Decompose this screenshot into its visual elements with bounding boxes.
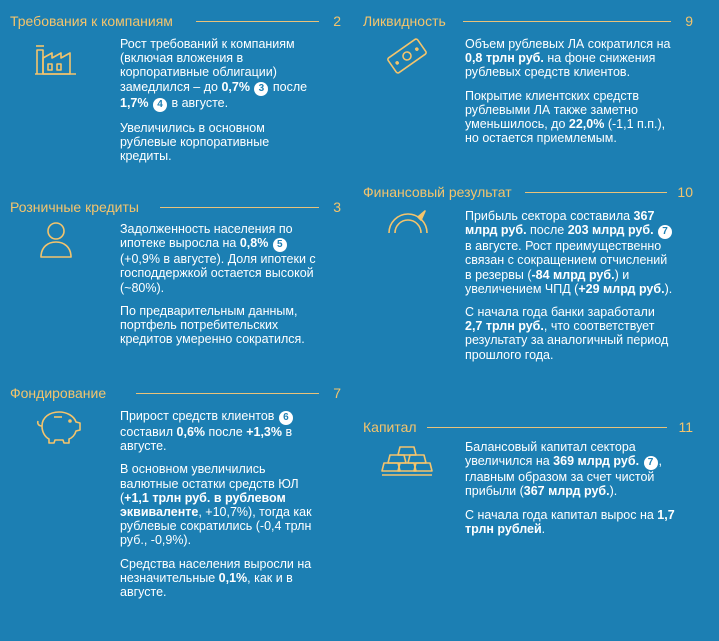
section-page-number: 10 — [677, 184, 693, 200]
text-fragment: Задолженность населения по ипотеке выросла на — [120, 222, 293, 251]
text-fragment: в августе. — [120, 425, 293, 454]
text-fragment: Прибыль сектора составила — [465, 209, 634, 223]
paragraph — [120, 222, 320, 295]
text-fragment: (-1,1 п.п.), но остается приемлемым. — [465, 117, 666, 146]
header-divider — [160, 207, 319, 208]
text-fragment: Балансовый капитал сектора увеличился на — [465, 440, 636, 469]
bold-value: +1,3% — [246, 425, 282, 439]
bold-value: 1,7% — [120, 95, 149, 110]
text-fragment: Рост требований к компаниям (включая вложения в корпоративные облигации) замедлился – до — [120, 37, 295, 94]
bold-value: 0,8% — [239, 236, 269, 251]
section-page-number: 7 — [333, 385, 341, 401]
section-header — [363, 12, 693, 32]
paragraph — [465, 37, 680, 80]
piggy-bank-icon — [34, 406, 84, 446]
text-fragment: Покрытие клиентских средств рублевыми ЛА также заметно уменьшилось, до — [465, 88, 640, 132]
text-fragment: , +10,7%), тогда как рублевые сократились (-0,4 трлн руб., -0,9%). — [120, 505, 312, 548]
section-text — [120, 409, 325, 608]
paragraph — [120, 409, 325, 453]
paragraph — [465, 508, 685, 536]
section-title: Финансовый результат — [363, 184, 512, 200]
paragraph — [465, 89, 680, 146]
text-fragment: на фоне снижения рублевых средств клиентов. — [465, 51, 656, 80]
text-fragment: ). — [609, 484, 618, 499]
footnote-badge[interactable]: 6 — [279, 411, 293, 425]
section-text — [465, 440, 685, 545]
section-finrez — [363, 183, 693, 408]
section-title: Ликвидность — [363, 13, 446, 29]
section-likvidnost — [363, 12, 693, 177]
section-page-number: 9 — [685, 13, 693, 29]
text-fragment: ) и увеличением ЧПД ( — [465, 267, 630, 296]
section-fondirovanie — [10, 384, 341, 634]
header-divider — [525, 192, 667, 193]
footnote-badge[interactable]: 7 — [644, 456, 658, 470]
text-fragment: составил — [120, 425, 177, 439]
footnote-badge[interactable]: 5 — [273, 238, 287, 252]
section-text — [120, 37, 320, 172]
text-fragment: Средства населения выросли на незначительные — [120, 556, 312, 585]
footnote-badge[interactable]: 3 — [254, 82, 268, 96]
section-header — [363, 418, 693, 438]
paragraph — [120, 37, 320, 112]
gold-bars-icon — [381, 444, 433, 478]
text-fragment: , главным образом за счет чистой прибыли ( — [465, 454, 663, 499]
text-fragment: в августе. Рост преимущественно связан с сокращением отчислений в резервы ( — [465, 239, 668, 282]
bold-value: 203 млрд руб. — [567, 223, 654, 238]
text-fragment: , что соответствует результату за аналогичный период прошлого года. — [465, 319, 669, 362]
text-fragment: (+0,9% в августе). Доля ипотеки с господдержкой остается высокой (~80%). — [120, 252, 316, 295]
paragraph — [465, 209, 675, 296]
bold-value: 0,6% — [176, 425, 206, 439]
text-fragment: С начала года банки заработали — [465, 305, 655, 320]
section-header — [363, 183, 693, 203]
section-text — [465, 209, 675, 371]
text-fragment: . — [541, 521, 546, 536]
section-title: Розничные кредиты — [10, 199, 139, 215]
paragraph: По предварительным данным, портфель потребительских кредитов умеренно сократился. — [120, 303, 305, 347]
section-roznichnye — [10, 198, 341, 378]
factory-icon — [34, 40, 78, 78]
section-header — [10, 198, 341, 218]
section-header — [10, 12, 341, 32]
paragraph — [120, 557, 325, 600]
text-fragment: после — [526, 223, 568, 238]
bold-value: -84 млрд руб. — [531, 267, 615, 282]
section-title: Фондирование — [10, 385, 107, 401]
bold-value: 0,8 трлн руб. — [465, 51, 544, 66]
section-header — [10, 384, 341, 404]
paragraph — [465, 440, 685, 499]
section-text — [120, 222, 320, 355]
bold-value: 1,7 трлн рублей — [465, 507, 675, 536]
bold-value: 369 млрд руб. — [553, 454, 640, 469]
header-divider — [427, 427, 667, 428]
banknote-icon — [385, 36, 429, 76]
footnote-badge[interactable]: 4 — [153, 98, 167, 112]
section-kapital — [363, 418, 693, 548]
bold-value: 0,7% — [221, 79, 250, 94]
bold-value: 367 млрд руб. — [465, 209, 655, 238]
gauge-icon — [385, 207, 431, 237]
paragraph: Увеличились в основном рублевые корпоративные кредиты. — [120, 120, 270, 164]
text-fragment: после — [269, 79, 308, 94]
section-page-number: 3 — [333, 199, 341, 215]
bold-value: 2,7 трлн руб. — [465, 319, 544, 334]
text-fragment: Объем рублевых ЛА сократился на — [465, 37, 671, 51]
header-divider — [196, 21, 319, 22]
section-title: Капитал — [363, 419, 417, 435]
section-trebovaniya — [10, 12, 341, 182]
header-divider — [136, 393, 319, 394]
bold-value: +29 млрд руб. — [578, 281, 665, 296]
text-fragment: в августе. — [167, 95, 229, 110]
bold-value: 22,0% — [568, 117, 605, 132]
text-fragment: , как и в августе. — [120, 570, 293, 600]
text-fragment: после — [205, 425, 247, 439]
section-text — [465, 37, 680, 154]
paragraph — [465, 305, 675, 362]
bold-value: 367 млрд руб. — [523, 484, 610, 499]
paragraph — [120, 462, 325, 547]
text-fragment: ). — [664, 281, 673, 296]
section-page-number: 2 — [333, 13, 341, 29]
text-fragment: Прирост средств клиентов — [120, 409, 278, 423]
bold-value: 0,1% — [218, 570, 248, 585]
bold-value: +1,1 трлн руб. в рублевом эквиваленте — [120, 490, 286, 520]
text-fragment: В основном увеличились валютные остатки средств ЮЛ ( — [120, 462, 299, 505]
footnote-badge[interactable]: 7 — [658, 225, 672, 239]
header-divider — [463, 21, 671, 22]
section-title: Требования к компаниям — [10, 13, 173, 29]
section-page-number: 11 — [678, 419, 693, 435]
text-fragment: С начала года капитал вырос на — [465, 507, 658, 522]
person-icon — [38, 220, 74, 260]
